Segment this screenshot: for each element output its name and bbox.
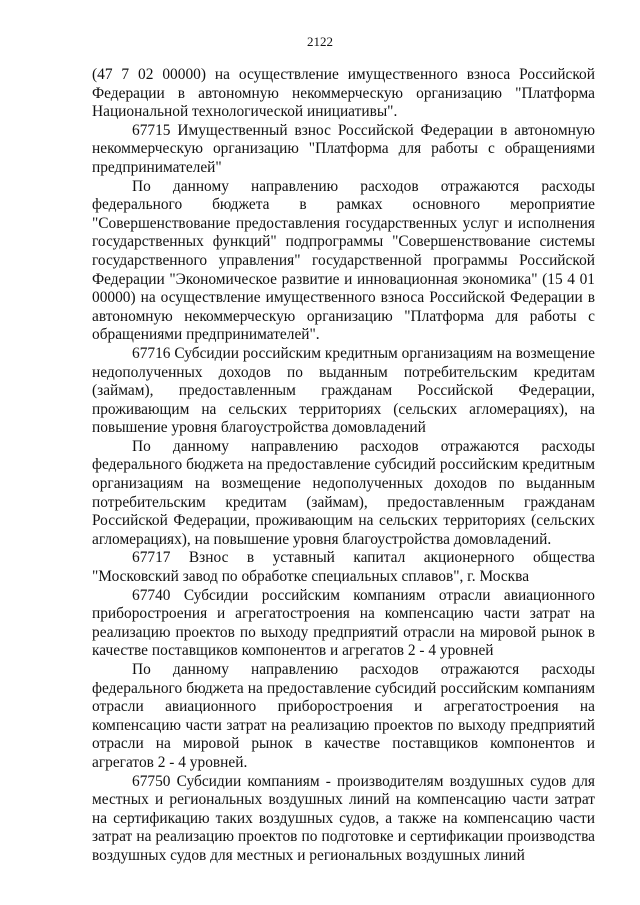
paragraph: (47 7 02 00000) на осуществление имущественного взноса Российской Федерации в автономную некоммерческую организацию "Платформа Национальной технологической инициативы".: [92, 66, 595, 121]
paragraph: 67715 Имущественный взнос Российской Федерации в автономную некоммерческую организацию "Платформа для работы с обращениями предпринимателей": [92, 121, 595, 176]
paragraph: По данному направлению расходов отражаются расходы федерального бюджета в рамках основного мероприятие "Совершенствование предоставления государственных услуг и исполнения государственных функций" подпрограммы "Совершенствование системы государственного управления" государственной программы Российской Федерации "Экономическое развитие и инновационная экономика" (15 4 01 00000) на осуществление имущественного взноса Российской Федерации в автономную некоммерческую организацию "Платформа для работы с обращениями предпринимателей".: [92, 177, 595, 344]
paragraph: 67717 Взнос в уставный капитал акционерного общества "Московский завод по обработке специальных сплавов", г. Москва: [92, 549, 595, 586]
document-body: [92, 66, 595, 866]
paragraph: 67716 Субсидии российским кредитным организациям на возмещение недополученных доходов по выданным потребительским кредитам (займам), предоставленным гражданам Российской Федерации, проживающим на сельских территориях (сельских агломерациях), на повышение уровня благоустройства домовладений: [92, 344, 595, 437]
paragraph: 67740 Субсидии российским компаниям отрасли авиационного приборостроения и агрегатостроения на компенсацию части затрат на реализацию проектов по выходу предприятий отрасли на мировой рынок в качестве поставщиков компонентов и агрегатов 2 - 4 уровней: [92, 586, 595, 660]
page-number: 2122: [307, 34, 333, 49]
paragraph: 67750 Субсидии компаниям - производителям воздушных судов для местных и региональных воздушных линий на компенсацию части затрат на сертификацию таких воздушных судов, а также на компенсацию части затрат на реализацию проектов по подготовке и сертификации производства воздушных судов для местных и региональных воздушных линий: [92, 772, 595, 864]
paragraph: По данному направлению расходов отражаются расходы федерального бюджета на предоставление субсидий российским компаниям отрасли авиационного приборостроения и агрегатостроения на компенсацию части затрат на реализацию проектов по выходу предприятий отрасли на мировой рынок в качестве поставщиков компонентов и агрегатов 2 - 4 уровней.: [92, 661, 595, 771]
paragraph: По данному направлению расходов отражаются расходы федерального бюджета на предоставление субсидий российским кредитным организациям на возмещение недополученных доходов по выданным потребительским кредитам (займам), предоставленным гражданам Российской Федерации, проживающим на сельских территориях (сельских агломерациях), на повышение уровня благоустройства домовладений.: [92, 437, 595, 548]
